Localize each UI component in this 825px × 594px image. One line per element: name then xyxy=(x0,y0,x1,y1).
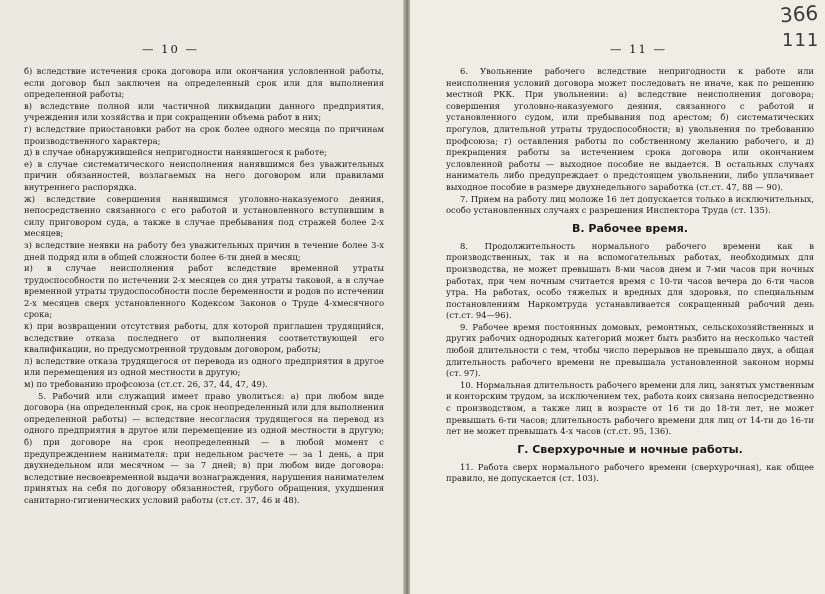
right-page-paragraphs-1 xyxy=(446,66,814,217)
paragraph: к) при возвращении отсутствия работы, для которой приглашен трудящийся, вследствие отказа последнего от выполнения соответствующей его квалификации, но предусмотренной трудовым договором, работы; xyxy=(24,321,384,355)
right-page-paragraphs-3 xyxy=(446,462,814,485)
left-page-paragraphs xyxy=(24,66,384,507)
section-heading-overtime-text: Г. Сверхурочные и ночные работы. xyxy=(517,442,743,456)
paragraph: б) вследствие истечения срока договора или окончания условленной работы, если договор был заключен на определенный срок или для выполнения определенной работы; xyxy=(24,66,384,100)
left-page xyxy=(0,0,405,594)
right-page-paragraphs-2 xyxy=(446,241,814,438)
paragraph: 9. Рабочее время постоянных домовых, ремонтных, сельскохозяйственных и других рабочих однородных категорий может быть разбито на несколько частей любой длительности с тем, чтобы число перерывов не превышало двух, а общая длительность рабочего времени не превышала установленной законом нормы (ст. 97). xyxy=(446,321,814,379)
paragraph: м) по требованию профсоюза (ст.ст. 26, 37, 44, 47, 49). xyxy=(24,379,268,390)
paragraph: 10. Нормальная длительность рабочего времени для лиц, занятых умственным и конторским трудом, за исключением тех, работа коих связана непосредственно с производством, а также лиц в возрасте от 16 ти до 18-ти лет, не может превышать 6-ти часов; длительность рабочего времени для лиц от 14-ти до 16-ти лет не может превышать 4-х часов (ст.ст. 95, 136). xyxy=(446,379,814,437)
page-number-right: — 11 — xyxy=(610,42,667,56)
paragraph: л) вследствие отказа трудящегося от перевода из одного предприятия в другое или перемещения из одной местности в другую; xyxy=(24,355,384,378)
paragraph: з) вследствие неявки на работу без уважительных причин в течение более 3-х дней подряд или в общей сложности более 6-ти дней в месяц; xyxy=(24,239,384,262)
paragraph: 8. Продолжительность нормального рабочего времени как в производственных, так и на вспомогательных работах, необходимых для производства, не может превышать 8-ми часов днем и 7-ми часов при ночных работах, при чем ночным считается время с 10-ти часов вечера до 6-ти часов утра. На работах, особо тяжелых и вредных для здоровья, по специальным постановлениям Наркомтруда устанавливается сокращенный рабочий день (ст.ст. 94—96). xyxy=(446,240,814,321)
paragraph: д) в случае обнаружившейся непригодности нанявшегося к работе; xyxy=(24,147,328,158)
paragraph: в) вследствие полной или частичной ликвидации данного предприятия, учреждения или хозяйства и при сокращении объема работ в них; xyxy=(24,100,384,123)
right-page xyxy=(410,0,825,594)
paragraph: 5. Рабочий или служащий имеет право уволиться: а) при любом виде договора (на определенный срок, на срок неопределенный или для выполнения определенной работы) — вследствие несогласия трудящегося на перевод из одного предприятия в другое или перемещение из одной местности в другую; б) при договоре на срок неопределенный — в любой момент с предупреждением нанимателя: при недельном расчете — за 1 день, а при двухнедельном или месячном — за 7 дней; в) при любом виде договора: вследствие несвоевременной выдачи вознаграждения, нарушения нанимателем принятых на себя по договору обязанностей, грубого обращения, ухудшения санитарно-гигиенических условий работы (ст.ст. 37, 46 и 48). xyxy=(24,390,384,505)
handwritten-mark: 111 xyxy=(782,30,820,51)
handwritten-annotation: 366 xyxy=(779,0,819,28)
paragraph: ж) вследствие совершения нанявшимся уголовно-наказуемого деяния, непосредственно связанного с его работой и установленного вступившим в силу приговором суда, а также в случае пребывания под стражей более 2-х месяцев; xyxy=(24,193,384,239)
section-heading-working-time xyxy=(446,222,814,236)
right-page-body xyxy=(446,66,814,485)
paragraph: и) в случае неисполнения работ вследствие временной утраты трудоспособности по истечении 2-х месяцев со дня утраты таковой, а в случае временной утраты трудоспособности после беременности и родов по истечении 2-х месяцев сверх установленного Кодексом Законов о Труде 4-хмесячного срока; xyxy=(24,263,384,320)
paragraph: 7. Прием на работу лиц моложе 16 лет допускается только в исключительных, особо установленных случаях с разрешения Инспектора Труда (ст. 135). xyxy=(446,193,814,216)
paragraph: 11. Работа сверх нормального рабочего времени (сверхурочная), как общее правило, не допускается (ст. 103). xyxy=(446,461,814,484)
paragraph: г) вследствие приостановки работ на срок более одного месяца по причинам производственного характера; xyxy=(24,123,384,146)
section-heading-overtime xyxy=(446,443,814,457)
left-page-body xyxy=(24,66,384,507)
page-number-left: — 10 — xyxy=(142,42,199,56)
paragraph: е) в случае систематического неисполнения нанявшимся без уважительных причин обязанностей, возлагаемых на него договором или правилами внутреннего распорядка. xyxy=(24,158,384,192)
section-heading-working-time-text: В. Рабочее время. xyxy=(572,221,688,235)
paragraph: 6. Увольнение рабочего вследствие непригодности к работе или неисполнения условий договора может последовать не иначе, как по решению местной РКК. При увольнении: а) вследствие неисполнения договора; совершения уголовно-наказуемого деяния, связанного с работой и установленного судом, или пребывания под арестом; б) систематических прогулов, длительной утраты трудоспособности; в) увольнения по требованию профсоюза; г) оставления работы по собственному желанию рабочего, и д) прекращения работы за истечением срока договора или окончанием условленной работы — выходное пособие не выдается. В остальных случаях наниматель либо предупреждает о предстоящем увольнении, либо уплачивает выходное пособие в размере двухнедельного заработка (ст.ст. 47, 88 — 90). xyxy=(446,66,814,192)
